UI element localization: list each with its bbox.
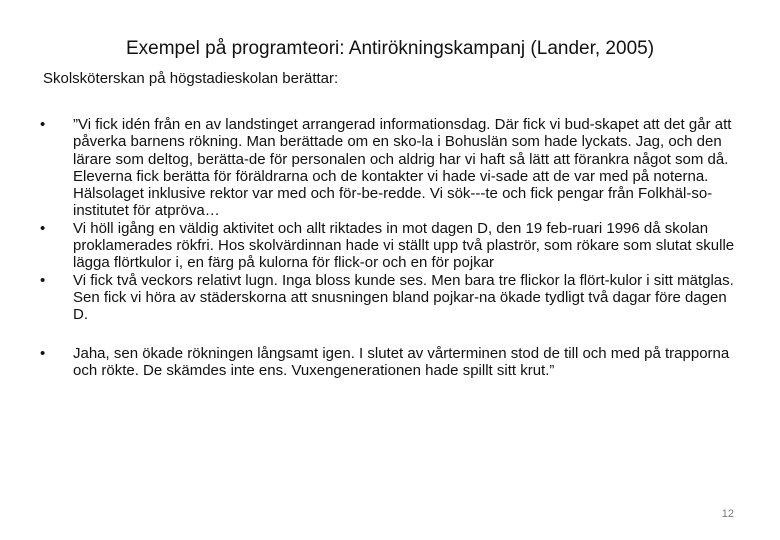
bullet-text: Vi höll igång en väldig aktivitet och allt riktades in mot dagen D, den 19 feb-ruari 1996 då skolan proklamerades rökfri. Hos skolvärdinnan hade vi ställt upp två plaströr, som rökare som slutat skulle lägga flörtkulor i, en färg på kulorna för flick-or och en för pojkar [73,219,735,272]
bullet-list [40,116,740,379]
page-number: 12 [721,508,734,520]
bullet-text: Vi fick två veckors relativt lugn. Inga bloss kunde ses. Men bara tre flickor la flört-kulor i sitt mätglas. Sen fick vi höra av städerskorna att snusningen bland pojkar-na ökade tydligt två dagar före dagen D. [73,271,734,324]
bullet-icon: • [40,344,46,362]
bullet-text: Jaha, sen ökade rökningen långsamt igen. I slutet av vårterminen stod de till och med på trapporna och rökte. De skämdes inte ens. Vuxengenerationen hade spillt sitt krut.” [73,344,730,379]
slide-subtitle: Skolsköterskan på högstadieskolan berättar: [43,70,339,87]
bullet-text: ”Vi fick idén från en av landstinget arrangerad informationsdag. Där fick vi bud-skapet att det går att påverka barnens rökning. Man berättade om en sko-la i Bohuslän som hade lyckats. Jag, och den lärare som deltog, berätta-de för personalen och aldrig har vi haft så lätt att förankra något som då. Eleverna fick berätta för föräldrarna och de kontakter vi hade vi-sade att de var med på noterna. Hälsolaget inklusive rektor var med och för-be-redde. Vi sök---te och fick pengar från Folkhäl-so-institutet för atpröva… [73,116,732,220]
bullet-item [40,220,740,272]
slide-title: Exempel på programteori: Antirökningskampanj (Lander, 2005) [125,38,655,59]
bullet-item [40,116,740,220]
bullet-icon: • [40,116,46,133]
bullet-icon: • [40,271,46,289]
bullet-item [40,345,740,380]
bullet-item [40,272,740,324]
bullet-icon: • [40,219,46,237]
